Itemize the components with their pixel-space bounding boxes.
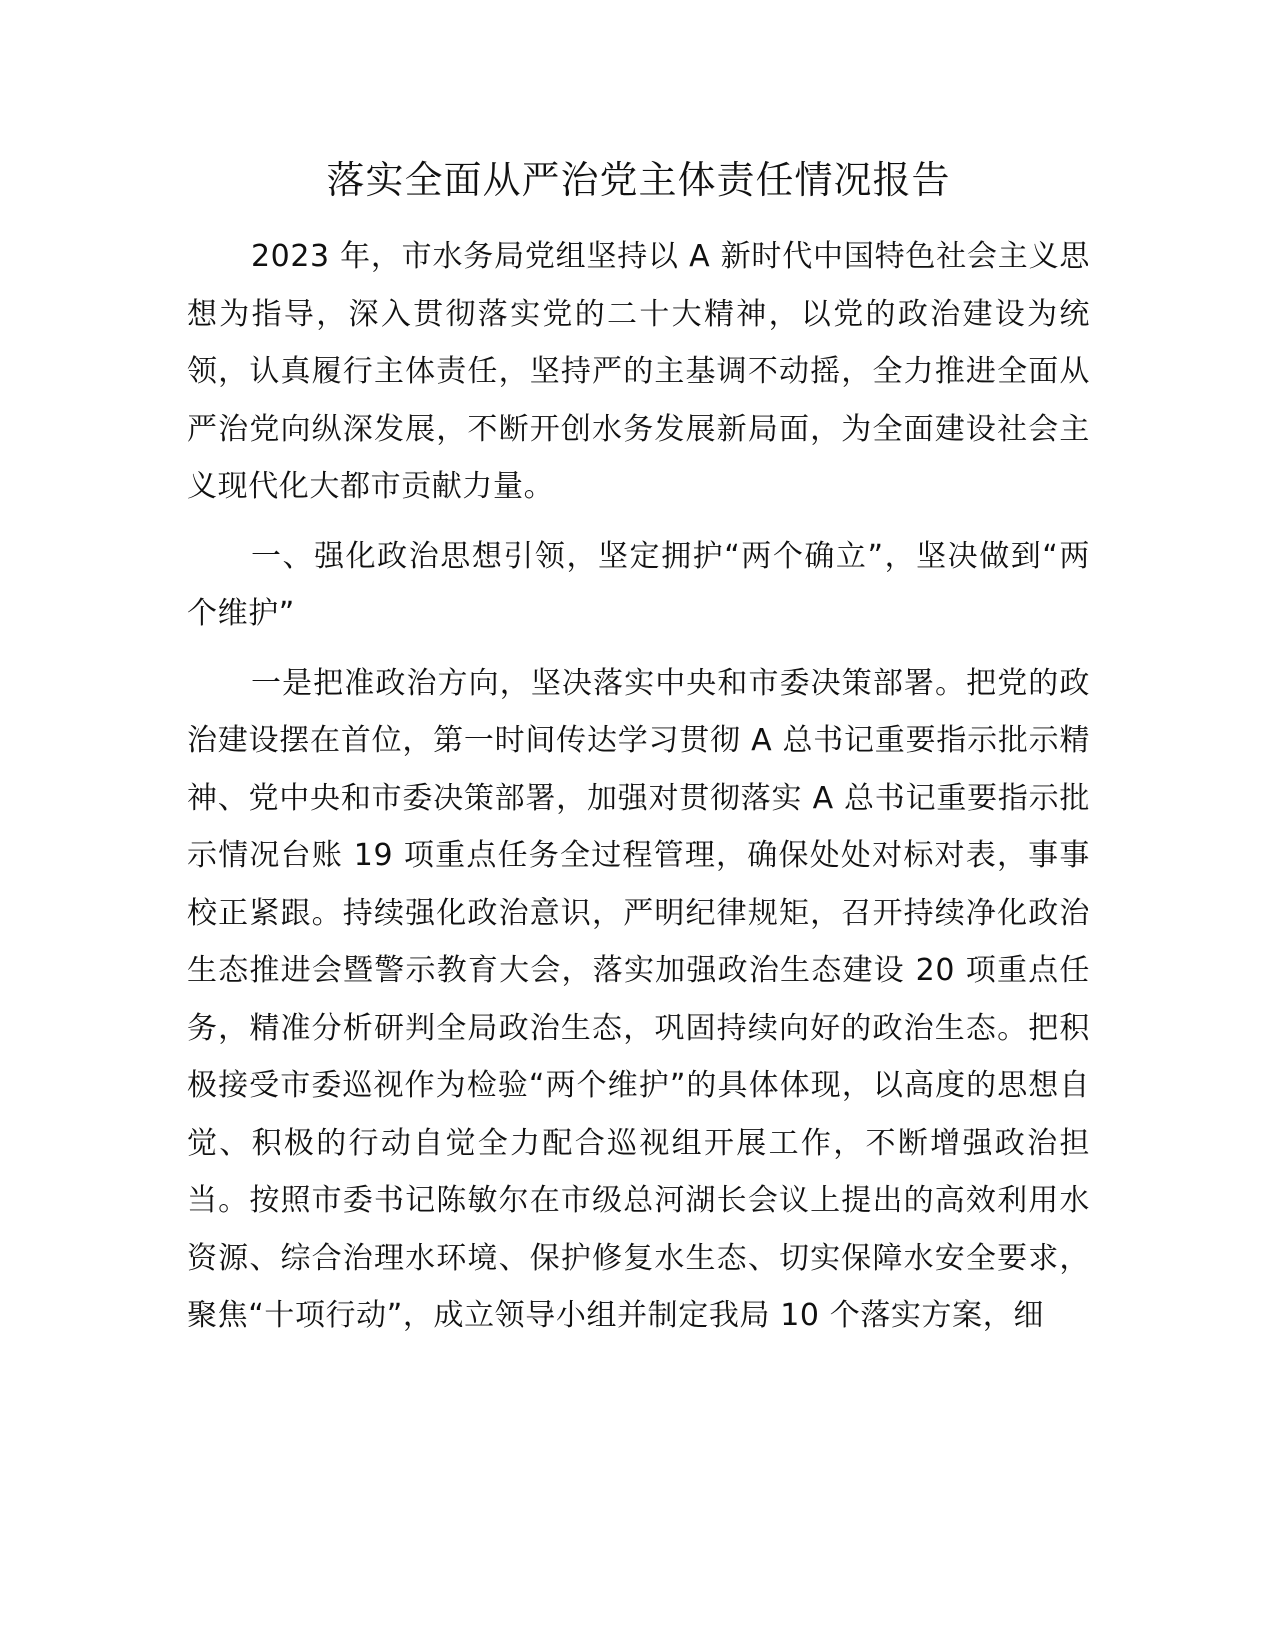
section-heading-1: 一、强化政治思想引领，坚定拥护“两个确立”，坚决做到“两个维护” [187, 538, 1090, 631]
paragraph-political-direction: 一是把准政治方向，坚决落实中央和市委决策部署。把党的政治建设摆在首位，第一时间传达学习贯彻 A 总书记重要指示批示精神、党中央和市委决策部署，加强对贯彻落实 A 总书记重要指示批示情况台账 19 项重点任务全过程管理，确保处处对标对表，事事校正紧跟。持续强化政治意识，严明纪律规矩，召开持续净化政治生态推进会暨警示教育大会，落实加强政治生态建设 20 项重点任务，精准分析研判全局政治生态，巩固持续向好的政治生态。把积极接受市委巡视作为检验“两个维护”的具体体现，以高度的思想自觉、积极的行动自觉全力配合巡视组开展工作，不断增强政治担当。按照市委书记陈敏尔在市级总河湖长会议上提出的高效利用水资源、综合治理水环境、保护修复水生态、切实保障水安全要求，聚焦“十项行动”，成立领导小组并制定我局 10 个落实方案，细 [187, 665, 1090, 1333]
document-title: 落实全面从严治党主体责任情况报告 [326, 158, 951, 202]
document-body [187, 228, 1090, 1345]
paragraph-intro: 2023 年，市水务局党组坚持以 A 新时代中国特色社会主义思想为指导，深入贯彻落实党的二十大精神，以党的政治建设为统领，认真履行主体责任，坚持严的主基调不动摇，全力推进全面从严治党向纵深发展，不断开创水务发展新局面，为全面建设社会主义现代化大都市贡献力量。 [187, 239, 1090, 504]
